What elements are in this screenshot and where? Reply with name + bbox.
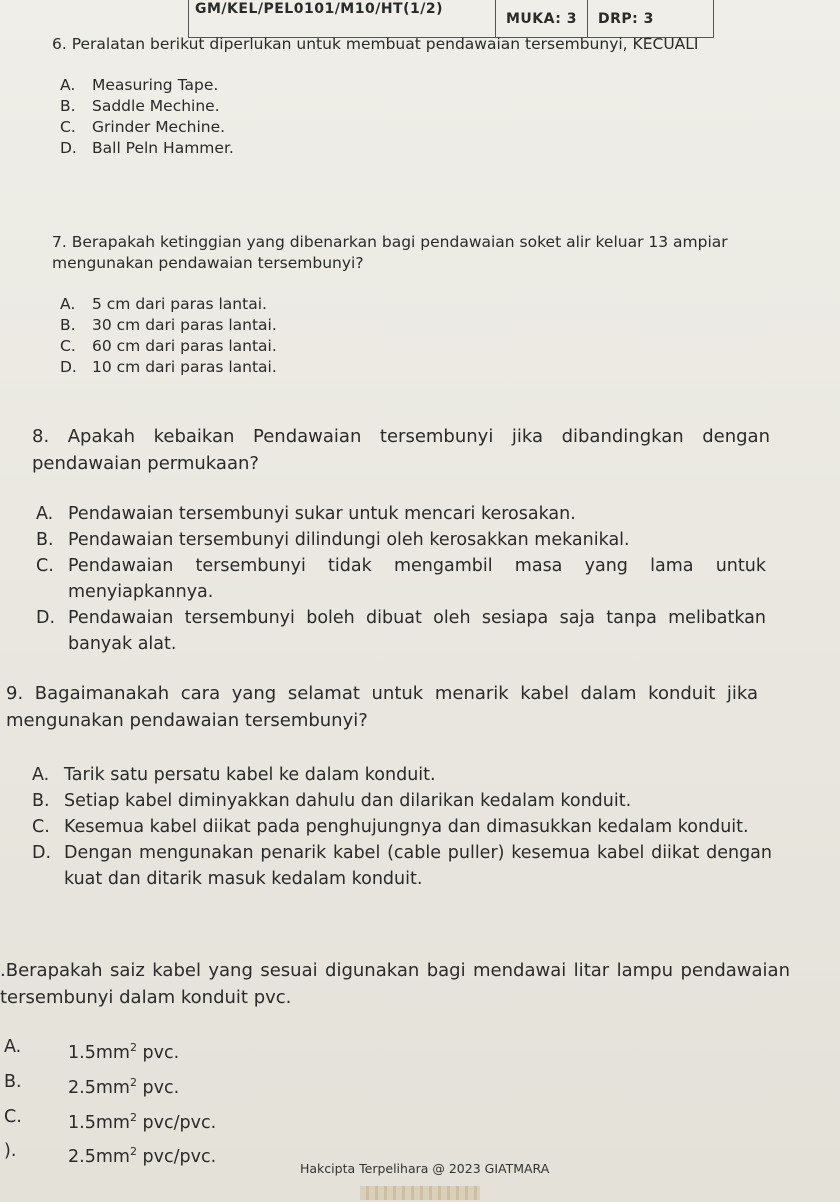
question-9-option-b[interactable]: B. Setiap kabel diminyakkan dahulu dan dilarikan kedalam konduit. — [32, 791, 632, 811]
question-9 — [0, 680, 840, 892]
question-6-option-a[interactable]: A. Measuring Tape. — [60, 76, 219, 94]
question-7 — [0, 232, 840, 378]
question-7-option-b[interactable]: B. 30 cm dari paras lantai. — [60, 316, 277, 334]
question-8-stem: 8. Apakah kebaikan Pendawaian tersembunyi jika dibandingkan dengan pendawaian permukaan? — [32, 426, 770, 474]
question-7-option-d[interactable]: D. 10 cm dari paras lantai. — [60, 358, 277, 376]
copyright-footer: Hakcipta Terpelihara @ 2023 GIATMARA — [300, 1161, 550, 1176]
question-9-option-d[interactable]: D. Dengan mengunakan penarik kabel (cable puller) kesemua kabel diikat dengan kuat dan ditarik masuk kedalam konduit. — [32, 843, 772, 889]
question-8-option-c[interactable]: C. Pendawaian tersembunyi tidak mengambil masa yang lama untuk menyiapkannya. — [36, 556, 766, 602]
question-9-option-a[interactable]: A. Tarik satu persatu kabel ke dalam konduit. — [32, 765, 436, 785]
question-7-option-a[interactable]: A. 5 cm dari paras lantai. — [60, 295, 267, 313]
question-9-stem: 9. Bagaimanakah cara yang selamat untuk menarik kabel dalam konduit jika mengunakan pendawaian tersembunyi? — [6, 683, 758, 731]
question-10-option-b[interactable]: B. $2.5mm^2$ pvc. — [4, 1071, 180, 1098]
question-7-option-c[interactable]: C. 60 cm dari paras lantai. — [60, 337, 277, 355]
question-10-option-a[interactable]: A. $1.5mm^2$ pvc. — [4, 1037, 180, 1063]
question-6-stem: 6. Peralatan berikut diperlukan untuk membuat pendawaian tersembunyi, KECUALI — [52, 35, 699, 53]
question-6-option-d[interactable]: D. Ball Peln Hammer. — [60, 139, 234, 157]
question-10-option-d[interactable]: ). $2.5mm^2$ pvc/pvc. — [4, 1141, 217, 1168]
question-10 — [0, 957, 840, 1172]
question-9-option-c[interactable]: C. Kesemua kabel diikat pada penghujungnya dan dimasukkan kedalam konduit. — [32, 817, 749, 837]
drp-number: DRP: 3 — [587, 0, 664, 37]
giatmara-logo — [360, 1186, 480, 1200]
question-7-stem: 7. Berapakah ketinggian yang dibenarkan bagi pendawaian soket alir keluar 13 ampiar mengunakan pendawaian tersembunyi? — [52, 233, 728, 272]
document-code: GM/KEL/PEL0101/M10/HT(1/2) — [195, 0, 443, 17]
question-8-option-b[interactable]: B. Pendawaian tersembunyi dilindungi oleh kerosakkan mekanikal. — [36, 530, 630, 550]
page-number: MUKA: 3 — [495, 0, 587, 37]
question-10-option-c[interactable]: C. $1.5mm^2$ pvc/pvc. — [4, 1106, 217, 1133]
question-10-stem: .Berapakah saiz kabel yang sesuai digunakan bagi mendawai litar lampu pendawaian tersembunyi dalam konduit pvc. — [0, 960, 790, 1008]
question-6 — [0, 34, 840, 159]
question-8-option-a[interactable]: A. Pendawaian tersembunyi sukar untuk mencari kerosakan. — [36, 504, 576, 524]
question-6-option-c[interactable]: C. Grinder Mechine. — [60, 118, 226, 136]
document-header — [188, 0, 714, 38]
question-6-option-b[interactable]: B. Saddle Mechine. — [60, 97, 220, 115]
question-8 — [0, 423, 840, 657]
question-8-option-d[interactable]: D. Pendawaian tersembunyi boleh dibuat oleh sesiapa saja tanpa melibatkan banyak alat. — [36, 608, 766, 654]
